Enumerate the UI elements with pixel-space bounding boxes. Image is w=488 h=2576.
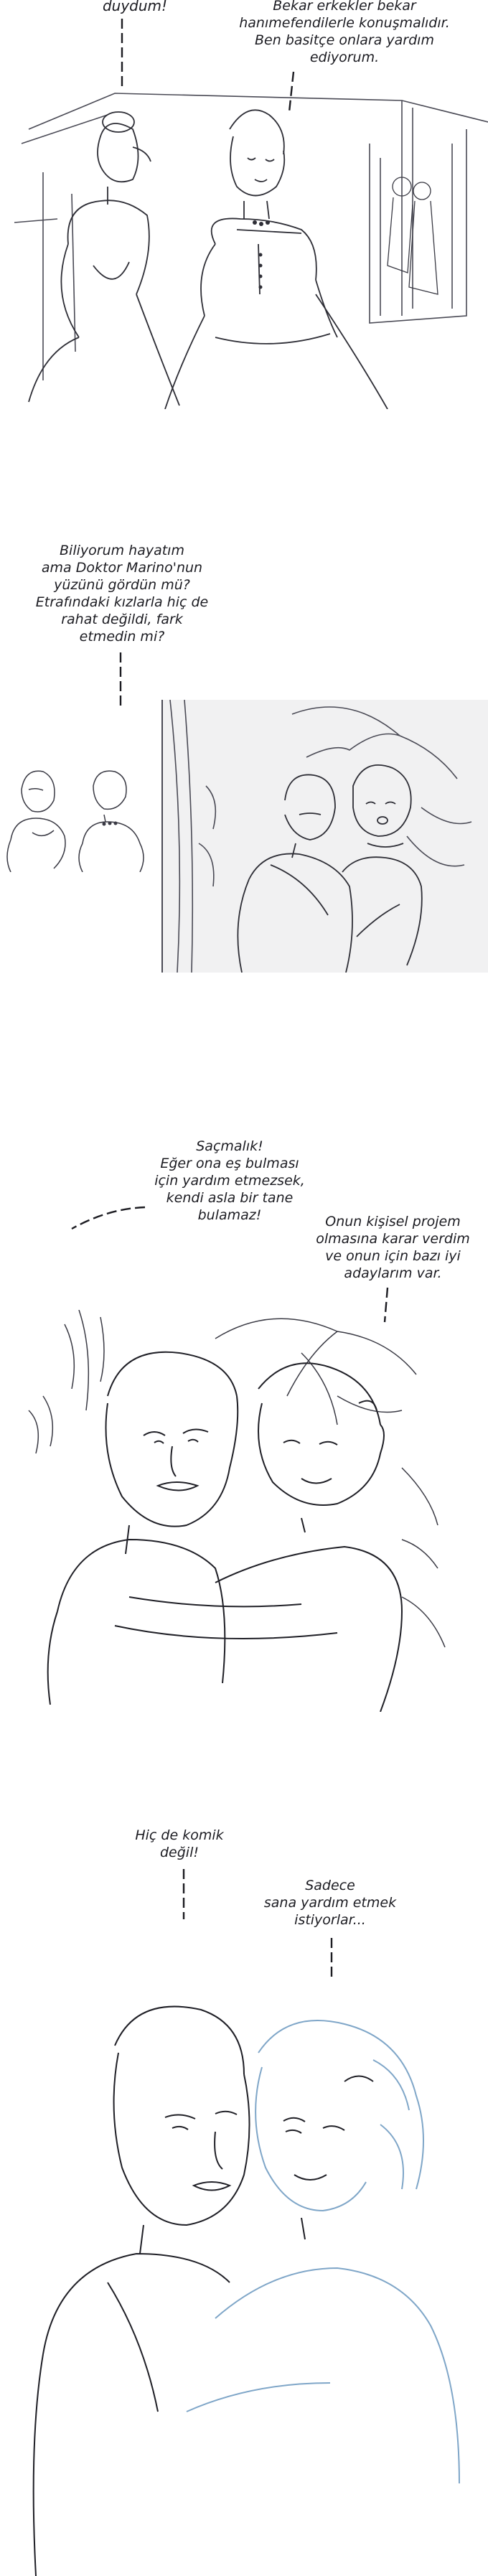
panel-3-couple-closeup	[0, 1310, 488, 1712]
panel-2-couple-behind-plants	[161, 700, 488, 973]
speech-bubble-p3-right: Onun kişisel projem olmasına karar verdim ve onun için bazı iyi adaylarım var.	[316, 1214, 470, 1281]
panel-1-drawing	[0, 79, 488, 409]
speech-bubble-p4-left: Hiç de komik değil!	[135, 1827, 224, 1860]
speech-bubble-p3-left: Saçmalık! Eğer ona eş bulması için yardım etmezsek, kendi asla bir tane bulamaz!	[154, 1138, 305, 1223]
speech-tail-p2-left	[113, 650, 128, 714]
panel-2-ladies-drawing	[4, 750, 158, 872]
panel-1-ballroom-ladies	[0, 79, 488, 409]
panel-4-close-faces	[0, 1981, 488, 2576]
panel-2-watching-ladies	[4, 750, 158, 872]
speech-bubble-p1-left: duydum!	[102, 0, 168, 14]
panel-4-drawing	[0, 1981, 488, 2576]
panel-3-drawing	[0, 1310, 488, 1712]
panel-2-couple-drawing	[163, 700, 488, 973]
speech-bubble-p1-right: Bekar erkekler bekar hanımefendilerle konuşmalıdır. Ben basitçe onlara yardım ediyorum.	[239, 0, 450, 65]
speech-bubble-p4-right: Sadece sana yardım etmek istiyorlar...	[263, 1878, 397, 1928]
speech-tail-p4-left	[177, 1866, 191, 1924]
speech-tail-p4-right	[324, 1935, 339, 1985]
speech-bubble-p2-left: Biliyorum hayatım ama Doktor Marino'nun yüzünü gördün mü? Etrafındaki kızlarla hiç de rahat değildi, fark etmedin mi?	[35, 543, 209, 645]
speech-tail-p3-left	[65, 1199, 151, 1235]
